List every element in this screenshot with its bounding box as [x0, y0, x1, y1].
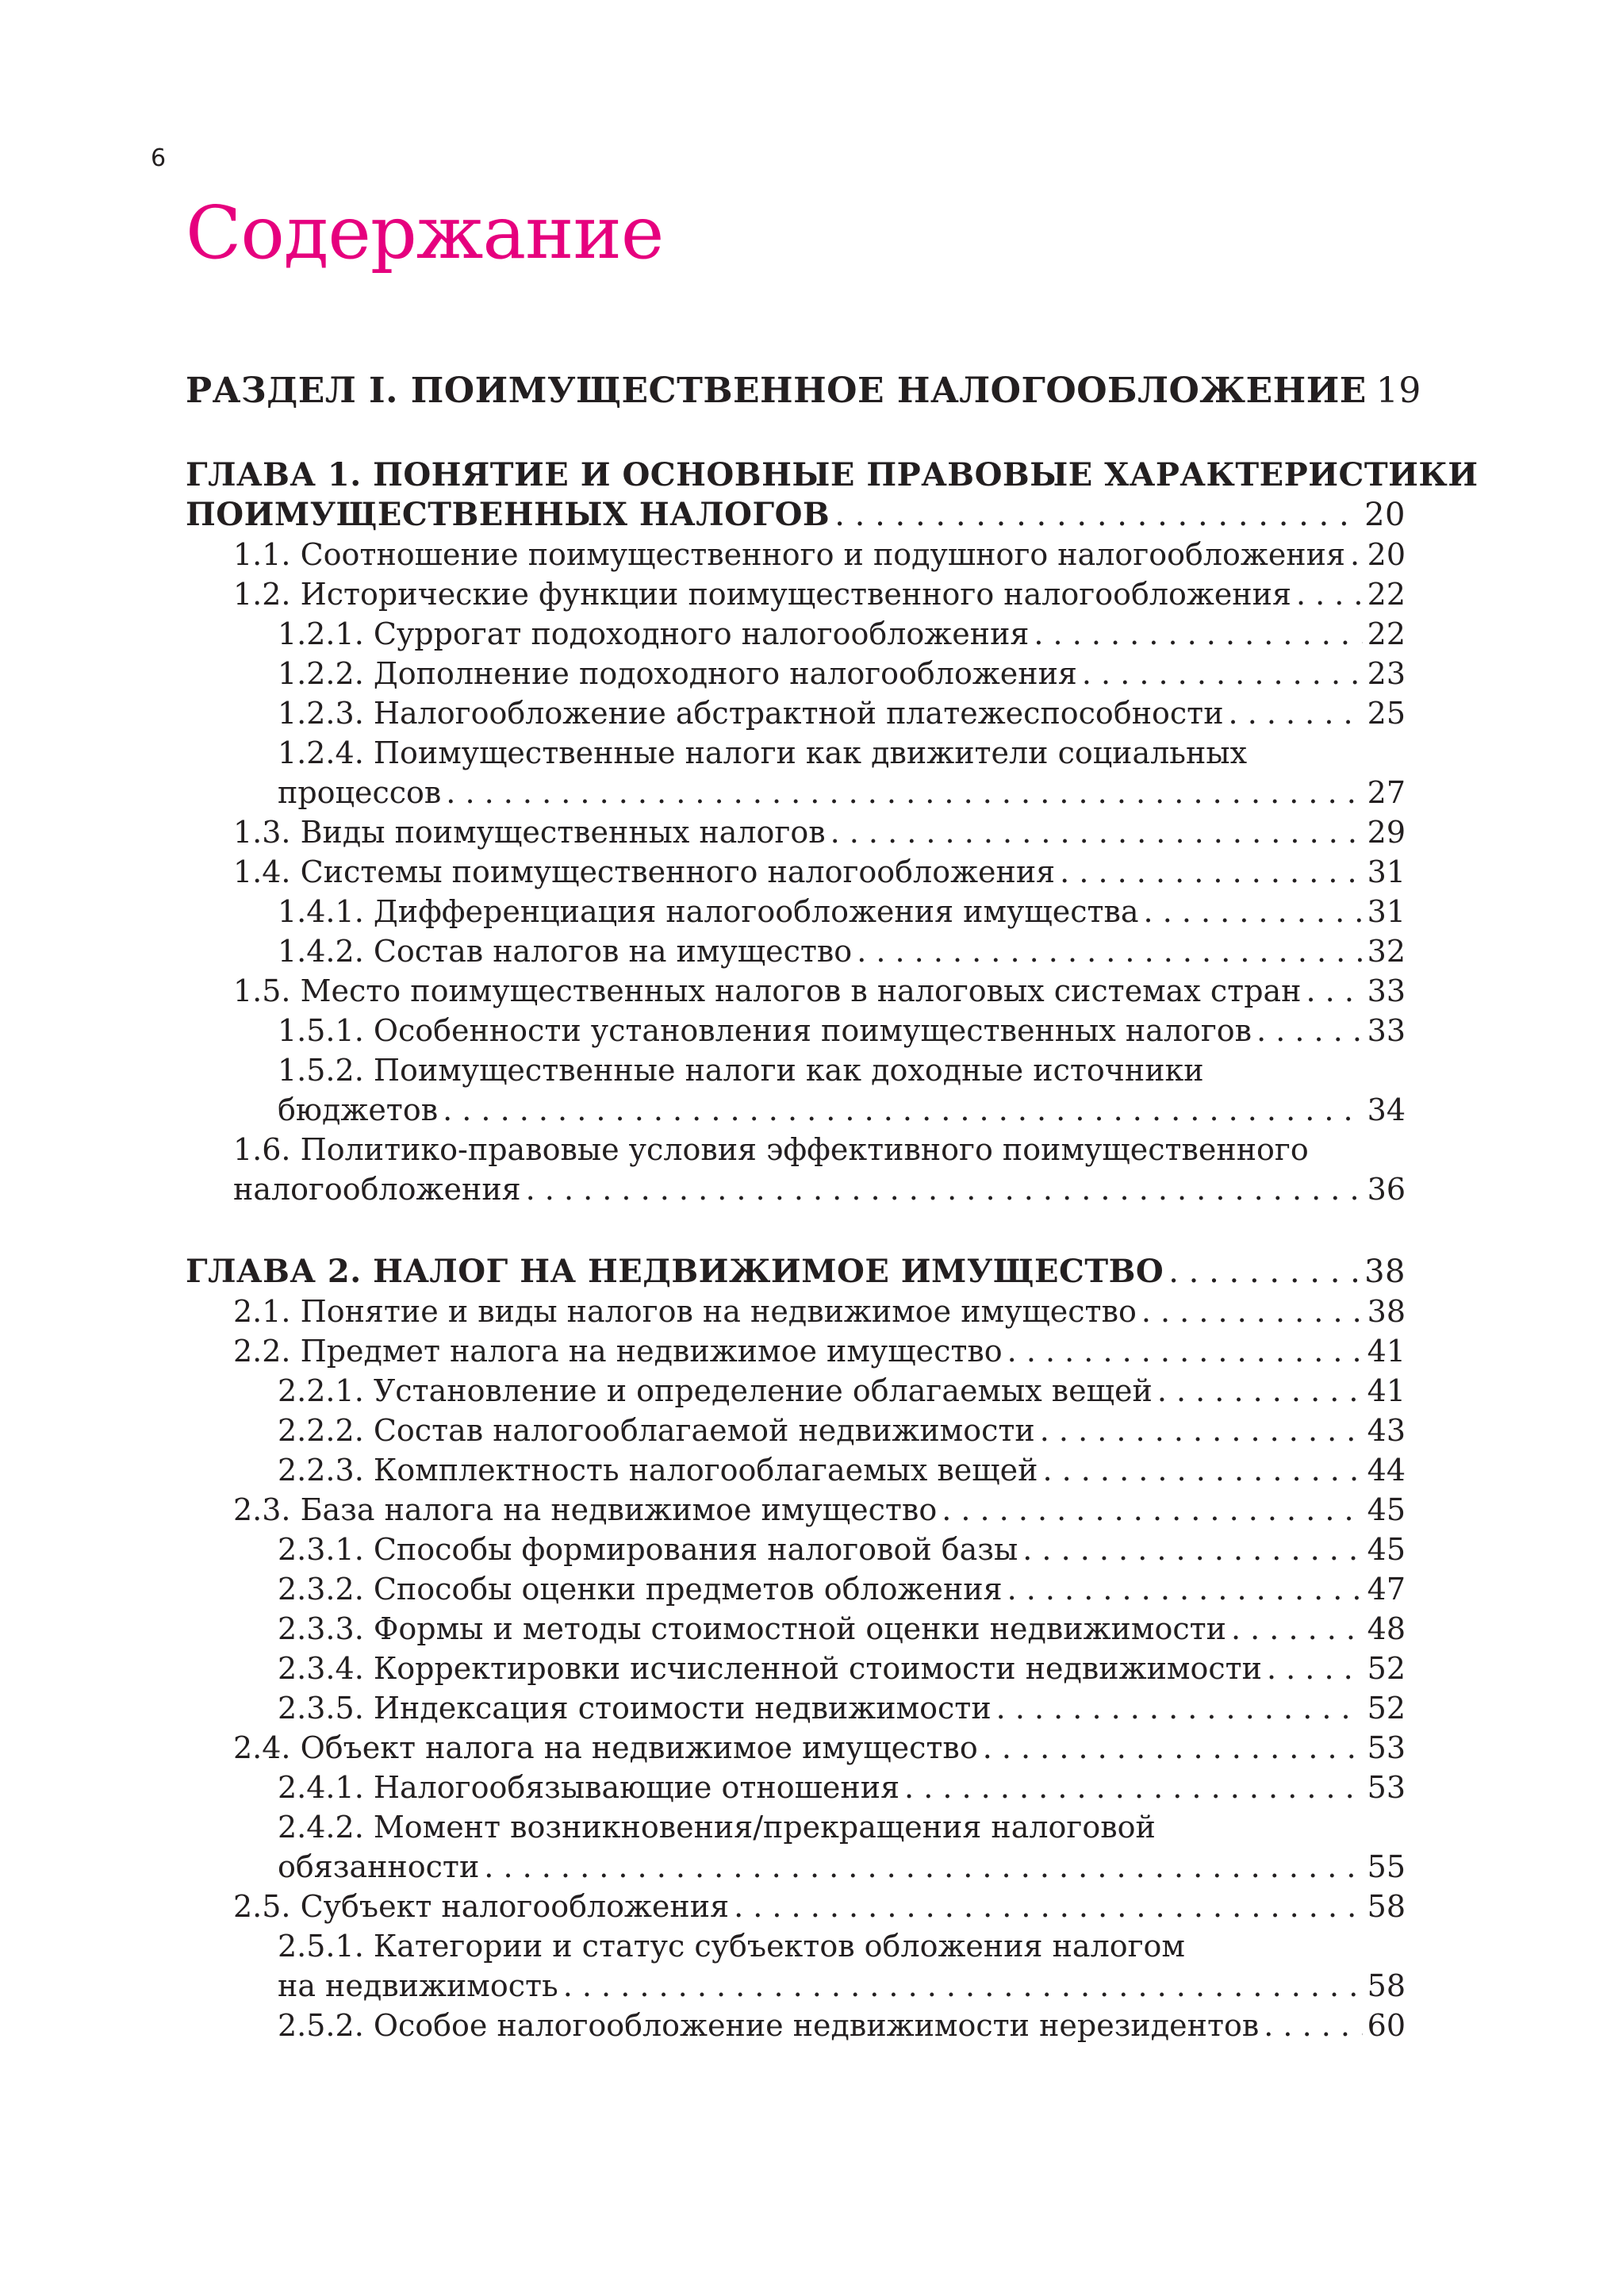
leader-dots [1007, 1331, 1363, 1371]
toc-entry[interactable] [233, 1490, 1406, 1530]
leader-dots [1296, 574, 1363, 614]
leader-dots [983, 1728, 1363, 1768]
toc-entry[interactable] [233, 535, 1406, 574]
toc-entry-text: процессов [278, 775, 442, 810]
toc-entry-page: 38 [1367, 1294, 1406, 1329]
leader-dots [563, 1966, 1363, 2006]
toc-entry[interactable] [278, 1569, 1406, 1609]
toc-entry-page: 43 [1367, 1413, 1406, 1448]
leader-dots [1264, 2006, 1362, 2045]
toc-entry[interactable] [233, 1292, 1406, 1331]
toc-entry-text: РАЗДЕЛ I. ПОИМУЩЕСТВЕННОЕ НАЛОГООБЛОЖЕНИЕ [186, 371, 1367, 411]
toc-entry-text[interactable]: 2.4.2. Момент возникновения/прекращения налоговой [278, 1810, 1156, 1845]
toc-entry-page: 44 [1367, 1453, 1406, 1488]
leader-dots [1267, 1649, 1363, 1688]
leader-dots [1040, 1411, 1363, 1450]
leader-dots [1042, 1450, 1362, 1490]
toc-entry[interactable] [233, 574, 1406, 614]
toc-entry-text: 2.4. Объект налога на недвижимое имущество [233, 1730, 978, 1765]
toc-entry-page: 32 [1367, 934, 1406, 969]
toc-entry[interactable] [278, 1411, 1406, 1450]
toc-entry-page: 41 [1367, 1334, 1406, 1369]
toc-entry[interactable] [233, 1887, 1406, 1926]
toc-entry-page: 45 [1367, 1492, 1406, 1527]
toc-entry-page: 22 [1367, 616, 1406, 651]
toc-entry-text: 2.1. Понятие и виды налогов на недвижимое имущество [233, 1294, 1137, 1329]
toc-entry-page: 34 [1367, 1092, 1406, 1127]
toc-entry-text: 2.2. Предмет налога на недвижимое имущество [233, 1334, 1003, 1369]
toc-entry-page: 60 [1367, 2008, 1406, 2043]
toc-entry-text: 2.4.1. Налогообязывающие отношения [278, 1770, 900, 1805]
toc-entry-text: 1.5.1. Особенности установления поимущественных налогов [278, 1013, 1252, 1048]
leader-dots [830, 812, 1363, 852]
toc-entry-page: 58 [1367, 1889, 1406, 1924]
toc-entry-page: 36 [1367, 1172, 1406, 1207]
toc-entry-text[interactable]: 1.5.2. Поимущественные налоги как доходные источники [278, 1053, 1204, 1088]
leader-dots [1144, 892, 1363, 931]
leader-dots [1157, 1371, 1363, 1411]
toc-entry-text: 2.2.1. Установление и определение облагаемых вещей [278, 1373, 1153, 1408]
toc-entry[interactable] [278, 1011, 1406, 1050]
toc-entry[interactable] [233, 971, 1406, 1011]
toc-section-entry[interactable] [186, 371, 1421, 411]
toc-entry[interactable] [278, 1530, 1406, 1569]
toc-chapter-entry[interactable] [186, 1252, 1406, 1292]
leader-dots [734, 1887, 1363, 1926]
toc-entry[interactable] [233, 1728, 1406, 1768]
leader-dots [904, 1768, 1363, 1807]
toc-entry-text: налогообложения [233, 1172, 521, 1207]
toc-entry-text: 1.1. Соотношение поимущественного и подушного налогообложения [233, 537, 1345, 572]
toc-entry[interactable] [233, 1331, 1406, 1371]
toc-chapter-heading[interactable]: ГЛАВА 1. ПОНЯТИЕ И ОСНОВНЫЕ ПРАВОВЫЕ ХАРАКТЕРИСТИКИ [186, 456, 1479, 493]
toc-entry-page: 53 [1367, 1730, 1406, 1765]
leader-dots [942, 1490, 1362, 1530]
toc-entry-text: 2.5.2. Особое налогообложение недвижимости нерезидентов [278, 2008, 1260, 2043]
toc-entry-page: 53 [1367, 1770, 1406, 1805]
toc-entry-page: 55 [1367, 1849, 1406, 1884]
toc-entry-text[interactable]: 2.5.1. Категории и статус субъектов обложения налогом [278, 1929, 1185, 1964]
toc-entry[interactable] [278, 1688, 1406, 1728]
leader-dots [1306, 971, 1363, 1011]
leader-dots [1256, 1011, 1363, 1050]
toc-entry[interactable] [278, 1966, 1406, 2006]
toc-entry[interactable] [278, 773, 1406, 812]
leader-dots [526, 1169, 1363, 1209]
toc-entry-page: 31 [1367, 894, 1406, 929]
toc-entry[interactable] [278, 1450, 1406, 1490]
toc-entry-page: 33 [1367, 1013, 1406, 1048]
leader-dots [1082, 654, 1363, 693]
toc-entry[interactable] [233, 812, 1406, 852]
toc-entry-text: 2.2.2. Состав налогооблагаемой недвижимости [278, 1413, 1035, 1448]
toc-entry[interactable] [278, 1090, 1406, 1130]
toc-entry[interactable] [278, 1609, 1406, 1649]
toc-entry-page: 52 [1367, 1691, 1406, 1726]
leader-dots [1229, 693, 1363, 733]
toc-entry[interactable] [278, 1649, 1406, 1688]
toc-entry[interactable] [278, 654, 1406, 693]
toc-entry-text[interactable]: 1.6. Политико-правовые условия эффективного поимущественного [233, 1132, 1309, 1167]
toc-entry[interactable] [278, 931, 1406, 971]
toc-entry-page: 52 [1367, 1651, 1406, 1686]
leader-dots [443, 1090, 1363, 1130]
toc-entry-page: 47 [1367, 1572, 1406, 1607]
page-title: Содержание [186, 190, 664, 275]
page-number: 6 [151, 144, 167, 172]
toc-entry-text: ПОИМУЩЕСТВЕННЫХ НАЛОГОВ [186, 496, 830, 533]
toc-entry-text: 2.3.5. Индексация стоимости недвижимости [278, 1691, 992, 1726]
toc-entry-page: 20 [1364, 497, 1406, 533]
leader-dots [1141, 1292, 1363, 1331]
toc-entry-text: 2.3.3. Формы и методы стоимостной оценки недвижимости [278, 1611, 1226, 1646]
toc-entry-text: 2.3.1. Способы формирования налоговой базы [278, 1532, 1018, 1567]
toc-entry[interactable] [233, 1169, 1406, 1209]
toc-entry-page: 33 [1367, 973, 1406, 1008]
toc-entry-page: 23 [1367, 656, 1406, 691]
toc-entry[interactable] [278, 1847, 1406, 1887]
toc-entry-page: 38 [1364, 1254, 1406, 1290]
toc-entry-page: 22 [1367, 577, 1406, 612]
toc-entry-text: 1.4. Системы поимущественного налогообложения [233, 854, 1056, 889]
leader-dots [1168, 1252, 1360, 1292]
toc-entry-text[interactable]: 1.2.4. Поимущественные налоги как движители социальных [278, 735, 1247, 770]
leader-dots [857, 931, 1362, 971]
toc-entry-text: 2.3.4. Корректировки исчисленной стоимости недвижимости [278, 1651, 1262, 1686]
toc-entry-text: 2.3.2. Способы оценки предметов обложения [278, 1572, 1003, 1607]
toc-entry-page: 27 [1367, 775, 1406, 810]
toc-entry-page: 58 [1367, 1968, 1406, 2003]
leader-dots [1007, 1569, 1363, 1609]
toc-entry-text: обязанности [278, 1849, 480, 1884]
toc-entry[interactable] [278, 2006, 1406, 2045]
toc-entry-page: 41 [1367, 1373, 1406, 1408]
toc-entry-page: 31 [1367, 854, 1406, 889]
toc-entry-text: на недвижимость [278, 1968, 558, 2003]
toc-entry-text: 2.3. База налога на недвижимое имущество [233, 1492, 938, 1527]
toc-entry-text: 1.5. Место поимущественных налогов в налоговых системах стран [233, 973, 1302, 1008]
leader-dots [446, 773, 1362, 812]
leader-dots [1231, 1609, 1363, 1649]
toc-entry-text: 1.2.2. Дополнение подоходного налогообложения [278, 656, 1077, 691]
toc-entry-page: 19 [1375, 371, 1421, 411]
leader-dots [484, 1847, 1362, 1887]
leader-dots [1060, 852, 1362, 892]
leader-dots [1022, 1530, 1362, 1569]
toc-entry-text: 1.2.3. Налогообложение абстрактной платежеспособности [278, 696, 1224, 731]
toc-entry-page: 45 [1367, 1532, 1406, 1567]
toc-entry[interactable] [278, 614, 1406, 654]
toc-entry[interactable] [233, 852, 1406, 892]
toc-entry-page: 48 [1367, 1611, 1406, 1646]
toc-entry-text: бюджетов [278, 1092, 439, 1127]
toc-entry-text: ГЛАВА 2. НАЛОГ НА НЕДВИЖИМОЕ ИМУЩЕСТВО [186, 1253, 1164, 1290]
toc-chapter-entry[interactable] [186, 495, 1406, 535]
toc-entry-text: 1.4.2. Состав налогов на имущество [278, 934, 853, 969]
toc-entry[interactable] [278, 892, 1406, 931]
leader-dots [996, 1688, 1363, 1728]
toc-entry-text: 1.2.1. Суррогат подоходного налогообложения [278, 616, 1030, 651]
toc-entry[interactable] [278, 693, 1406, 733]
leader-dots [1034, 614, 1362, 654]
toc-entry-page: 29 [1367, 815, 1406, 850]
toc-entry[interactable] [278, 1768, 1406, 1807]
toc-entry[interactable] [278, 1371, 1406, 1411]
toc-entry-page: 25 [1367, 696, 1406, 731]
leader-dots [834, 495, 1360, 535]
toc-entry-text: 2.2.3. Комплектность налогооблагаемых вещей [278, 1453, 1038, 1488]
toc-entry-text: 1.3. Виды поимущественных налогов [233, 815, 826, 850]
toc-entry-text: 1.2. Исторические функции поимущественного налогообложения [233, 577, 1291, 612]
toc-entry-page: 20 [1367, 537, 1406, 572]
leader-dots [1350, 535, 1363, 574]
toc-entry-text: 1.4.1. Дифференциация налогообложения имущества [278, 894, 1139, 929]
toc-entry-text: 2.5. Субъект налогообложения [233, 1889, 730, 1924]
